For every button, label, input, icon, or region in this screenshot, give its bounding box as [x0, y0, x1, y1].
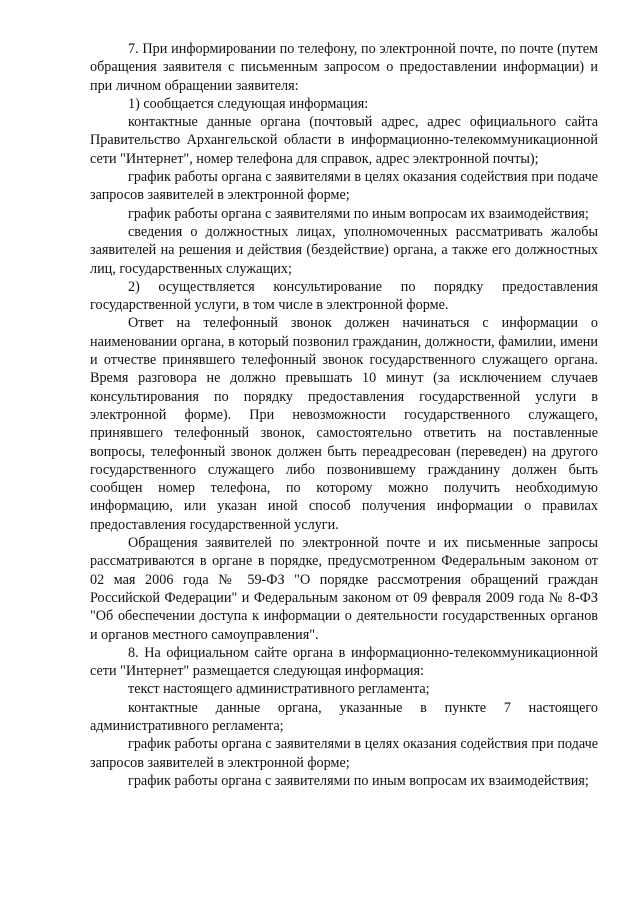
- paragraph-8-intro: 8. На официальном сайте органа в информационно-телекоммуникационной сети "Интернет" размещается следующая информация:: [90, 644, 598, 680]
- paragraph-schedule-other-2: график работы органа с заявителями по иным вопросам их взаимодействия;: [128, 772, 589, 789]
- paragraph-phone-answer: Ответ на телефонный звонок должен начинаться с информации о наименовании органа, в который позвонил гражданин, должности, фамилии, имени и отчестве принявшего телефонный звонок государственного служащего органа. Время разговора не должно превышать 10 минут (за исключением случаев консультирования по порядку предоставления государственной услуги в электронной форме). При невозможности государственного служащего, принявшего телефонный звонок, самостоятельно ответить на поставленные вопросы, телефонный звонок должен быть переадресован (переведен) на другого государственного служащего либо позвонившему гражданину должен быть сообщен номер телефона, по которому можно получить необходимую информацию, или указан иной способ получения информации о правилах предоставления государственной услуги.: [90, 315, 598, 533]
- paragraph-info-item-2: 2) осуществляется консультирование по порядку предоставления государственной услуги, в том числе в электронной форме.: [90, 278, 598, 314]
- paragraph-officials-info: сведения о должностных лицах, уполномоченных рассматривать жалобы заявителей на решения и действия (бездействие) органа, а также его должностных лиц, государственных служащих;: [90, 223, 598, 277]
- paragraph-7-intro: 7. При информировании по телефону, по электронной почте, по почте (путем обращения заявителя с письменным запросом о предоставлении информации) и при личном обращении заявителя:: [90, 41, 598, 94]
- paragraph-regulation-text: текст настоящего административного регламента;: [128, 681, 430, 698]
- paragraph-contact-data: контактные данные органа (почтовый адрес, адрес официального сайта Правительство Архангельской области в информационно-телекоммуникационной сети "Интернет", номер телефона для справок, адрес электронной почты);: [90, 114, 598, 167]
- paragraph-schedule-electronic: график работы органа с заявителями в целях оказания содействия при подаче запросов заявителей в электронной форме;: [90, 169, 598, 204]
- paragraph-email-requests: Обращения заявителей по электронной почте и их письменные запросы рассматриваются в органе в порядке, предусмотренном Федеральным законом от 02 мая 2006 года № 59-ФЗ "О порядке рассмотрения обращений граждан Российской Федерации" и Федеральным законом от 09 февраля 2009 года № 8-ФЗ "Об обеспечении доступа к информации о деятельности государственных органов и органов местного самоуправления".: [90, 535, 598, 643]
- paragraph-contact-data-ref: контактные данные органа, указанные в пункте 7 настоящего административного регламента;: [90, 699, 598, 734]
- paragraph-schedule-other: график работы органа с заявителями по иным вопросам их взаимодействия;: [128, 205, 589, 222]
- document-page: [90, 40, 598, 790]
- paragraph-schedule-electronic-2: график работы органа с заявителями в целях оказания содействия при подаче запросов заявителей в электронной форме;: [90, 736, 598, 771]
- paragraph-info-item-1: 1) сообщается следующая информация:: [128, 95, 369, 112]
